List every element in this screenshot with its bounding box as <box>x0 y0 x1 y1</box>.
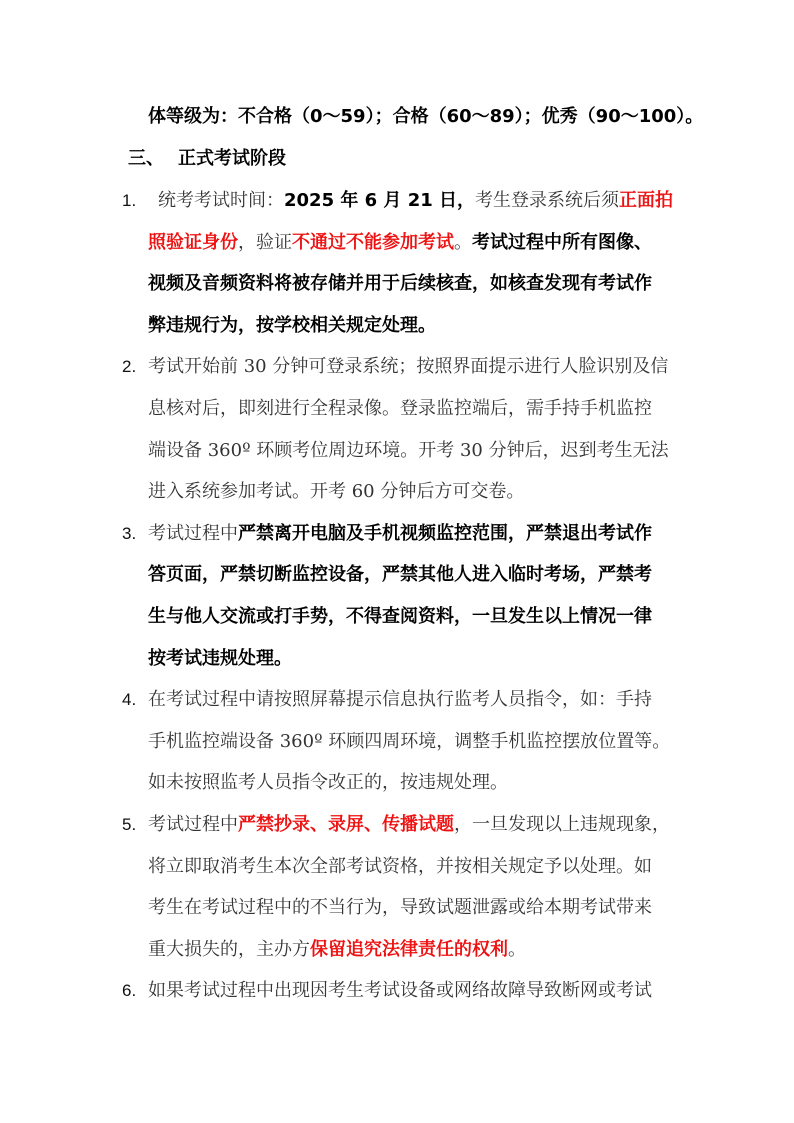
bold-text: 按考试违规处理。 <box>148 647 292 669</box>
body-text: 考生登录系统后须 <box>475 190 620 211</box>
bold-text: 2025 年 6 月 21 日， <box>284 190 476 211</box>
list-item-line <box>148 314 436 338</box>
body-text: 考生在考试过程中的不当行为，导致试题泄露或给本期考试带来 <box>148 897 652 919</box>
body-text: 端设备 360º 环顾考位周边环境。开考 30 分钟后，迟到考生无法 <box>148 439 669 461</box>
body-text: 进入系统参加考试。开考 60 分钟后方可交卷。 <box>148 481 525 503</box>
list-item-line <box>148 855 652 879</box>
list-item-line <box>148 979 652 1003</box>
list-item-line <box>148 813 670 837</box>
section-title: 正式考试阶段 <box>178 148 286 169</box>
body-text: ，验证 <box>238 231 292 253</box>
body-text: 如果考试过程中出现因考生考试设备或网络故障导致断网或考试 <box>148 980 652 1002</box>
list-item-line <box>148 231 652 255</box>
body-text: 如未按照监考人员指令改正的，按违规处理。 <box>148 772 508 794</box>
list-item-line <box>148 647 292 671</box>
grade-levels-line: 体等级为：不合格（0～59）；合格（60～89）；优秀（90～100）。 <box>148 106 704 127</box>
body-text: 手机监控端设备 360º 环顾四周环境，调整手机监控摆放位置等。 <box>148 730 671 752</box>
list-item-line <box>148 605 652 629</box>
emphasis-red-text: 照验证身份 <box>148 231 238 253</box>
list-item-number: 6. <box>122 981 137 1001</box>
body-text: ，一旦发现以上违规现象， <box>454 814 670 835</box>
body-text: 。 <box>454 231 472 253</box>
list-item-line <box>148 397 652 421</box>
body-text: 在考试过程中请按照屏幕提示信息执行监考人员指令，如：手持 <box>148 689 652 711</box>
section-number: 三、 <box>128 148 164 169</box>
list-item-line <box>148 771 508 795</box>
body-text: 考试过程中 <box>148 814 238 835</box>
list-item-number: 5. <box>122 815 137 834</box>
body-text: 考试开始前 30 分钟可登录系统；按照界面提示进行人脸识别及信 <box>148 356 669 378</box>
list-item-line <box>148 563 652 587</box>
list-item-number: 3. <box>122 523 137 543</box>
list-item-line <box>148 439 669 463</box>
bold-text: 弊违规行为，按学校相关规定处理。 <box>148 314 436 336</box>
list-item-line <box>148 522 652 546</box>
bold-text: 生与他人交流或打手势，不得查阅资料，一旦发生以上情况一律 <box>148 606 652 627</box>
list-item-line <box>148 896 652 920</box>
body-text: 将立即取消考生本次全部考试资格，并按相关规定予以处理。如 <box>148 855 652 877</box>
body-text: 。 <box>508 938 526 960</box>
list-item-line <box>148 938 526 962</box>
emphasis-red-text: 不通过不能参加考试 <box>292 231 454 253</box>
bold-text: 答页面，严禁切断监控设备，严禁其他人进入临时考场，严禁考 <box>148 564 652 586</box>
body-text: 统考考试时间： <box>158 190 284 211</box>
body-text: 考试过程中 <box>148 522 238 544</box>
list-item-line <box>148 355 668 379</box>
bold-text: 视频及音频资料将被存储并用于后续核查，如核查发现有考试作 <box>148 273 652 295</box>
list-item-line <box>148 480 524 504</box>
list-item-number: 2. <box>122 357 137 377</box>
body-text: 息核对后，即刻进行全程录像。登录监控端后，需手持手机监控 <box>148 398 652 419</box>
list-item-line <box>158 189 673 213</box>
emphasis-red-text: 保留追究法律责任的权利 <box>310 938 508 960</box>
list-item-number: 1. <box>122 191 137 210</box>
list-item-line <box>148 272 652 296</box>
list-item-line <box>148 730 670 754</box>
body-text: 重大损失的，主办方 <box>148 938 310 960</box>
emphasis-red-text: 正面拍 <box>619 190 674 211</box>
bold-text: 严禁离开电脑及手机视频监控范围，严禁退出考试作 <box>238 522 652 544</box>
emphasis-red-text: 严禁抄录、录屏、传播试题 <box>238 814 454 835</box>
bold-text: 考试过程中所有图像、 <box>472 231 652 253</box>
list-item-line <box>148 688 652 712</box>
list-item-number: 4. <box>122 690 137 710</box>
